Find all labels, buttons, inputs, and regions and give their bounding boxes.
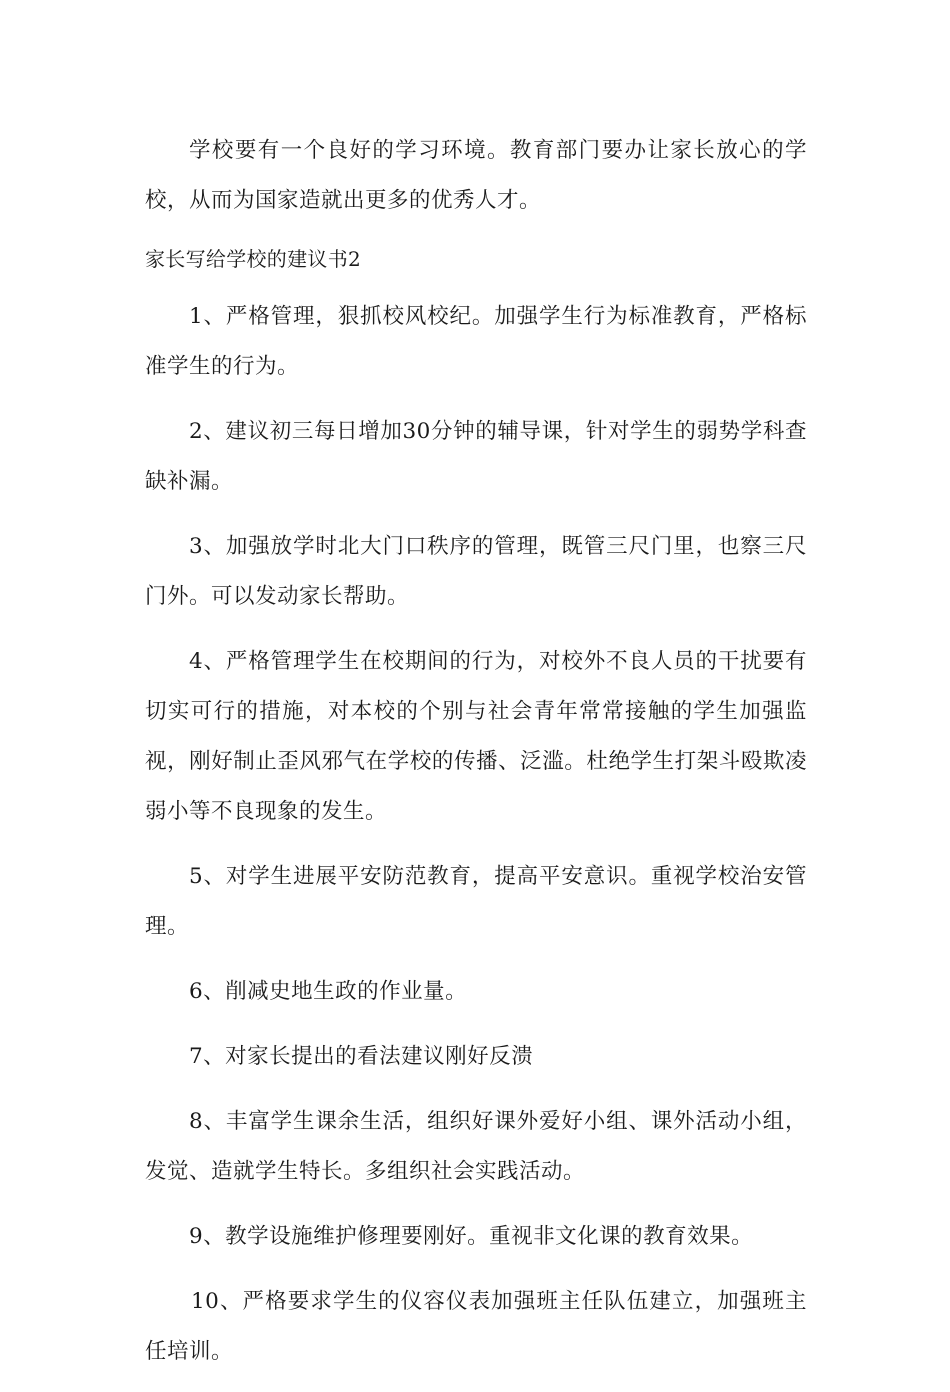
intro-paragraph: 学校要有一个良好的学习环境。教育部门要办让家长放心的学校，从而为国家造就出更多的优秀人才。 — [145, 138, 807, 213]
list-item-9: 9、教学设施维护修理要刚好。重视非文化课的教育效果。 — [189, 1224, 754, 1249]
section-title: 家长写给学校的建议书2 — [145, 247, 362, 271]
list-item-4: 4、严格管理学生在校期间的行为，对校外不良人员的干扰要有切实可行的措施，对本校的个别与社会青年常常接触的学生加强监视，刚好制止歪风邪气在学校的传播、泛滥。杜绝学生打架斗殴欺凌弱小等不良现象的发生。 — [145, 649, 807, 824]
document-body — [145, 126, 807, 1392]
list-item-10: 10、严格要求学生的仪容仪表加强班主任队伍建立，加强班主任培训。 — [145, 1289, 807, 1364]
list-item-2: 2、建议初三每日增加30分钟的辅导课，针对学生的弱势学科查缺补漏。 — [145, 419, 807, 494]
list-item-7: 7、对家长提出的看法建议刚好反溃 — [189, 1044, 534, 1069]
list-item-6: 6、削减史地生政的作业量。 — [189, 979, 468, 1004]
list-item-3: 3、加强放学时北大门口秩序的管理，既管三尺门里，也察三尺门外。可以发动家长帮助。 — [145, 534, 807, 609]
list-item-8: 8、丰富学生课余生活，组织好课外爱好小组、课外活动小组，发觉、造就学生特长。多组织社会实践活动。 — [145, 1109, 807, 1184]
list-item-5: 5、对学生进展平安防范教育，提高平安意识。重视学校治安管理。 — [145, 864, 807, 939]
list-item-1: 1、严格管理，狠抓校风校纪。加强学生行为标准教育，严格标准学生的行为。 — [145, 304, 807, 379]
